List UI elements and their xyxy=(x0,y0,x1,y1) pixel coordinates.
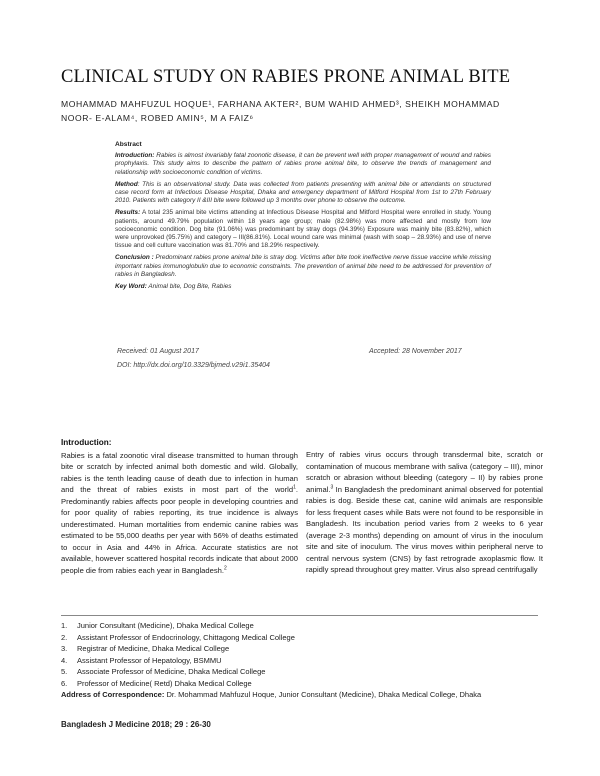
affiliation-text: Assistant Professor of Hepatology, BSMMU xyxy=(77,655,222,665)
abstract-conclusion xyxy=(115,254,491,279)
affiliation-item xyxy=(61,678,539,690)
abstract-block xyxy=(115,141,491,295)
body-column-right xyxy=(306,449,543,576)
affiliation-item xyxy=(61,632,539,644)
reference-marker[interactable]: 3 xyxy=(330,483,334,490)
affiliation-number: 1. xyxy=(61,621,68,630)
received-date: Received: 01 August 2017 xyxy=(117,348,199,355)
right-text-part-2: In Bangladesh the predominant animal observed for potential rabies is dog. Beside these cat, canine wild animals are responsible for less frequent cases while Bats were not found to be responsible in Bangladesh. Its incubation period varies from 2 weeks to 6 year (average 2-3 months) depending on amount of virus in the inoculum site and site of inoculum. The virus moves within peripheral nerve to central nervous system (CNS) by fast retrograde axoplasmic flow. It rapidly spread throughout grey matter. Virus also spread centrifugally xyxy=(306,484,543,574)
affiliation-item xyxy=(61,666,539,678)
body-column-left xyxy=(61,437,298,576)
introduction-paragraph-right xyxy=(306,449,543,576)
affiliation-number: 4. xyxy=(61,655,68,665)
right-text-part-1: Entry of rabies virus occurs through transdermal bite, scratch or contamination of mucous membrane with saliva (category – III), minor scratch or abrasion without bleeding (category – II) by rabies prone animal. xyxy=(306,450,543,494)
abstract-results-text: A total 235 animal bite victims attending at Infectious Disease Hospital and Mitford Hospital were enrolled in study. Young patients, around 49.79% population within 18 years age group; male (82.98%) was more affected and mostly from low socioeconomic condition. Dog bite (91.06%) was predominant by stray dogs (94.39%) Exposure was mainly bite (83.82%), which were unprovoked (95.75%) and category – III(86.81%). Local wound care was minimal (wash with soap – 28.93%) and use of nerve tissue and cell culture vaccination was 81.70% and 18.29% respectively. xyxy=(115,209,491,250)
footnotes-block xyxy=(61,620,539,701)
footnote-divider xyxy=(61,615,538,616)
abstract-introduction-label: Introduction: xyxy=(115,152,155,160)
doi-link[interactable]: DOI: http://dx.doi.org/10.3329/bjmed.v29i1.35404 xyxy=(117,362,270,369)
affiliation-number: 2. xyxy=(61,632,68,642)
abstract-method xyxy=(115,181,491,206)
left-text-part-2: . Predominantly rabies affects poor people in developing countries and for poor quality of rabies reporting, its true incidence is always underestimated. Human mortalities from endemic canine rabies was estimated to be 55,000 deaths per year with 56% of deaths estimated to occur in Asia and 44% in Africa. Accurate statistics are not available, however scattered hospital records indicate that about 2000 people die from rabies each year in Bangladesh. xyxy=(61,485,298,575)
affiliation-text: Professor of Medicine( Retd) Dhaka Medical College xyxy=(77,678,252,688)
introduction-heading: Introduction: xyxy=(61,438,112,447)
abstract-introduction-text: Rabies is almost invariably fatal zoonotic disease, it can be prevent well with proper management of wound and rabies prophylaxis. This study aims to describe the pattern of rabies prone animal bite, to observe the trends of management and relationship with socioeconomic condition of victims. xyxy=(115,152,491,176)
paper-title: CLINICAL STUDY ON RABIES PRONE ANIMAL BITE xyxy=(61,67,511,87)
accepted-date: Accepted: 28 November 2017 xyxy=(369,348,462,355)
correspondence-address xyxy=(61,689,539,701)
abstract-results-label: Results: xyxy=(115,209,141,217)
author-line-2: NOOR- E-ALAM⁴, ROBED AMIN⁵, M A FAIZ⁶ xyxy=(61,112,254,123)
reference-marker[interactable]: 1 xyxy=(293,484,296,491)
abstract-heading: Abstract xyxy=(115,141,142,148)
affiliation-item xyxy=(61,655,539,667)
abstract-conclusion-label: Conclusion : xyxy=(115,254,154,262)
reference-marker[interactable]: 2 xyxy=(223,564,227,571)
affiliation-number: 6. xyxy=(61,678,68,688)
abstract-conclusion-text: Predominant rabies prone animal bite is stray dog. Victims after bite took ineffective nerve tissue vaccine while missing important rabies immunoglobulin due to economic constraints. The prevention of animal bite need to be addressed for prevention of rabies in Bangladesh. xyxy=(115,254,491,278)
affiliation-number: 3. xyxy=(61,644,68,653)
abstract-keywords xyxy=(115,283,491,291)
journal-citation: Bangladesh J Medicine 2018; 29 : 26-30 xyxy=(61,720,211,729)
left-text-part-1: Rabies is a fatal zoonotic viral disease transmitted to human through bite or scratch by infected animal both domestic and wild. Globally, rabies is the tenth leading cause of death due to infection in human and the threat of rabies exists in most part of the world xyxy=(61,450,298,494)
introduction-paragraph-left xyxy=(61,450,298,577)
correspondence-label: Address of Correspondence: xyxy=(61,690,165,699)
abstract-method-label: Method xyxy=(115,180,138,188)
author-line-1: MOHAMMAD MAHFUZUL HOQUE¹, FARHANA AKTER², BUM WAHID AHMED³, SHEIKH MOHAMMAD xyxy=(61,99,500,109)
affiliation-number: 5. xyxy=(61,667,68,676)
abstract-method-text: : This is an observational study. Data was collected from patients presenting with animal bite or attendants on structured case record form at Infectious Disease Hospital, Dhaka and emergency department of Mitford Hospital from 1st to 27th February 2010. Patients with category II &III bite were followed up 3 months over phone to observe the outcome. xyxy=(115,180,491,205)
abstract-introduction xyxy=(115,152,491,177)
affiliation-text: Junior Consultant (Medicine), Dhaka Medical College xyxy=(77,621,254,630)
author-list xyxy=(61,98,531,125)
correspondence-text: Dr. Mohammad Mahfuzul Hoque, Junior Consultant (Medicine), Dhaka Medical College, Dhaka xyxy=(164,690,482,699)
affiliation-item xyxy=(61,620,539,632)
affiliation-text: Associate Professor of Medicine, Dhaka Medical College xyxy=(77,667,266,676)
affiliation-text: Registrar of Medicine, Dhaka Medical College xyxy=(77,644,230,653)
abstract-results xyxy=(115,209,491,250)
affiliation-list xyxy=(61,620,539,689)
affiliation-text: Assistant Professor of Endocrinology, Chittagong Medical College xyxy=(77,632,295,642)
abstract-keywords-label: Key Word: xyxy=(115,283,147,291)
abstract-keywords-text: Animal bite, Dog Bite, Rabies xyxy=(146,283,232,291)
affiliation-item xyxy=(61,643,539,655)
